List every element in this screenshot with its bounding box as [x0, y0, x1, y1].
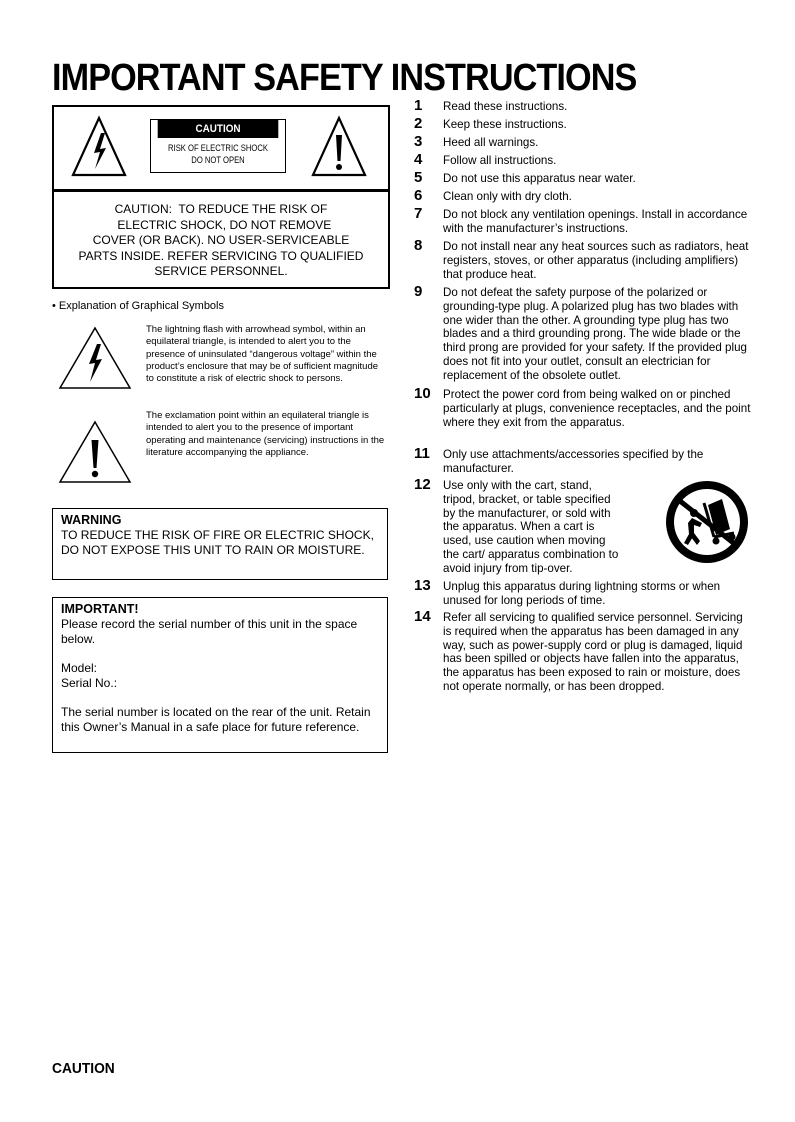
item-text: Only use attachments/accessories specified by the manufacturer. — [443, 448, 704, 475]
list-item — [414, 608, 754, 694]
page-title: IMPORTANT SAFETY INSTRUCTIONS — [52, 57, 637, 99]
item-text: Do not block any ventilation openings. Install in accordance with the manufacturer’s instructions. — [443, 208, 748, 235]
caution-label — [150, 119, 286, 173]
item-text: Read these instructions. — [443, 100, 568, 113]
item-number: 6 — [414, 187, 423, 204]
list-item — [414, 97, 754, 118]
list-item — [414, 133, 754, 154]
explanation-heading: • Explanation of Graphical Symbols — [52, 300, 224, 312]
warning-box — [52, 508, 388, 580]
item-number: 3 — [414, 133, 423, 150]
item-number: 9 — [414, 283, 423, 300]
instruction-list — [414, 97, 754, 694]
important-text: Please record the serial number of this unit in the space below. — [61, 617, 358, 646]
item-number: 10 — [414, 385, 431, 402]
item-text: Refer all servicing to qualified service personnel. Servicing is required when the apparatus has been damaged in any way, such as power-supply cord or plug is damaged, liquid has been spilled or objects have fallen into the apparatus, the apparatus has been exposed to rain or moisture, does not operate normally, or has been dropped. — [443, 611, 743, 693]
caution-label-heading: CAUTION — [158, 120, 279, 138]
item-text: Heed all warnings. — [443, 136, 539, 149]
exclamation-explanation: The exclamation point within an equilateral triangle is intended to alert you to the presence of important operating and maintenance (servicing) instructions in the literature accompanying the appliance. — [146, 410, 385, 458]
item-number: 1 — [414, 97, 423, 114]
list-item — [414, 169, 754, 190]
important-box — [52, 597, 388, 753]
item-text: Protect the power cord from being walked on or pinched particularly at plugs, convenience receptacles, and the point where they exit from the apparatus. — [443, 388, 751, 429]
list-item — [414, 115, 754, 136]
item-number: 14 — [414, 608, 431, 625]
footer-caution-label: CAUTION — [52, 1061, 115, 1077]
list-item — [414, 205, 754, 240]
list-item — [414, 577, 754, 611]
item-number: 4 — [414, 151, 423, 168]
item-text: Follow all instructions. — [443, 154, 557, 167]
item-text: Unplug this apparatus during lightning storms or when unused for long periods of time. — [443, 580, 721, 607]
list-item — [414, 476, 754, 580]
item-number: 8 — [414, 237, 423, 254]
caution-divider — [54, 189, 388, 192]
item-number: 7 — [414, 205, 423, 222]
item-number: 11 — [414, 445, 430, 462]
list-item — [414, 385, 754, 448]
cart-tip-over-icon — [664, 479, 750, 565]
caution-label-line1: RISK OF ELECTRIC SHOCK — [168, 143, 268, 153]
item-number: 5 — [414, 169, 423, 186]
item-text: Keep these instructions. — [443, 118, 567, 131]
list-item — [414, 445, 754, 479]
lightning-triangle-icon — [58, 326, 132, 390]
model-label: Model: — [61, 661, 98, 675]
warning-heading: WARNING — [61, 513, 122, 527]
lightning-triangle-icon — [70, 115, 128, 179]
serial-label: Serial No.: — [61, 676, 118, 690]
item-number: 12 — [414, 476, 431, 493]
list-item — [414, 151, 754, 172]
serial-location-text: The serial number is located on the rear of the unit. Retain this Owner’s Manual in a safe place for future reference. — [61, 705, 371, 734]
list-item — [414, 283, 754, 388]
warning-text: TO REDUCE THE RISK OF FIRE OR ELECTRIC SHOCK, DO NOT EXPOSE THIS UNIT TO RAIN OR MOISTURE. — [61, 528, 374, 557]
caution-symbols-row — [54, 107, 388, 189]
caution-box — [52, 105, 390, 289]
item-number: 13 — [414, 577, 431, 594]
item-text: Do not install near any heat sources such as radiators, heat registers, stoves, or other apparatus (including amplifiers) that produce heat. — [443, 240, 749, 281]
item-text: Do not defeat the safety purpose of the polarized or grounding-type plug. A polarized plug has two blades with one wider than the other. A grounding type plug has two blades and a third grounding prong. The wide blade or the third prong are provided for your safety. If the provided plug does not fit into your outlet, consult an electrician for replacement of the obsolete outlet. — [443, 286, 747, 382]
caution-label-line2: DO NOT OPEN — [191, 155, 245, 165]
important-heading: IMPORTANT! — [61, 602, 139, 616]
list-item — [414, 237, 754, 286]
item-text: Clean only with dry cloth. — [443, 190, 572, 203]
item-text: Do not use this apparatus near water. — [443, 172, 636, 185]
caution-text: CAUTION: TO REDUCE THE RISK OF ELECTRIC SHOCK, DO NOT REMOVE COVER (OR BACK). NO USER-SERVICEABLE PARTS INSIDE. REFER SERVICING TO QUALIFIED SERVICE PERSONNEL. — [78, 202, 364, 278]
lightning-explanation: The lightning flash with arrowhead symbol, within an equilateral triangle, is intended to alert you to the presence of uninsulated “dangerous voltage” within the product’s enclosure that may be of sufficient magnitude to constitute a risk of electric shock to persons. — [146, 324, 379, 385]
item-text: Use only with the cart, stand, tripod, bracket, or table specified by the manufacturer, or sold with the apparatus. When a cart is used, use caution when moving the cart/ apparatus combination to avoid injury from tip-over. — [443, 479, 619, 575]
item-number: 2 — [414, 115, 423, 132]
list-item — [414, 187, 754, 208]
exclamation-triangle-icon — [58, 420, 132, 484]
exclamation-triangle-icon — [310, 115, 368, 179]
